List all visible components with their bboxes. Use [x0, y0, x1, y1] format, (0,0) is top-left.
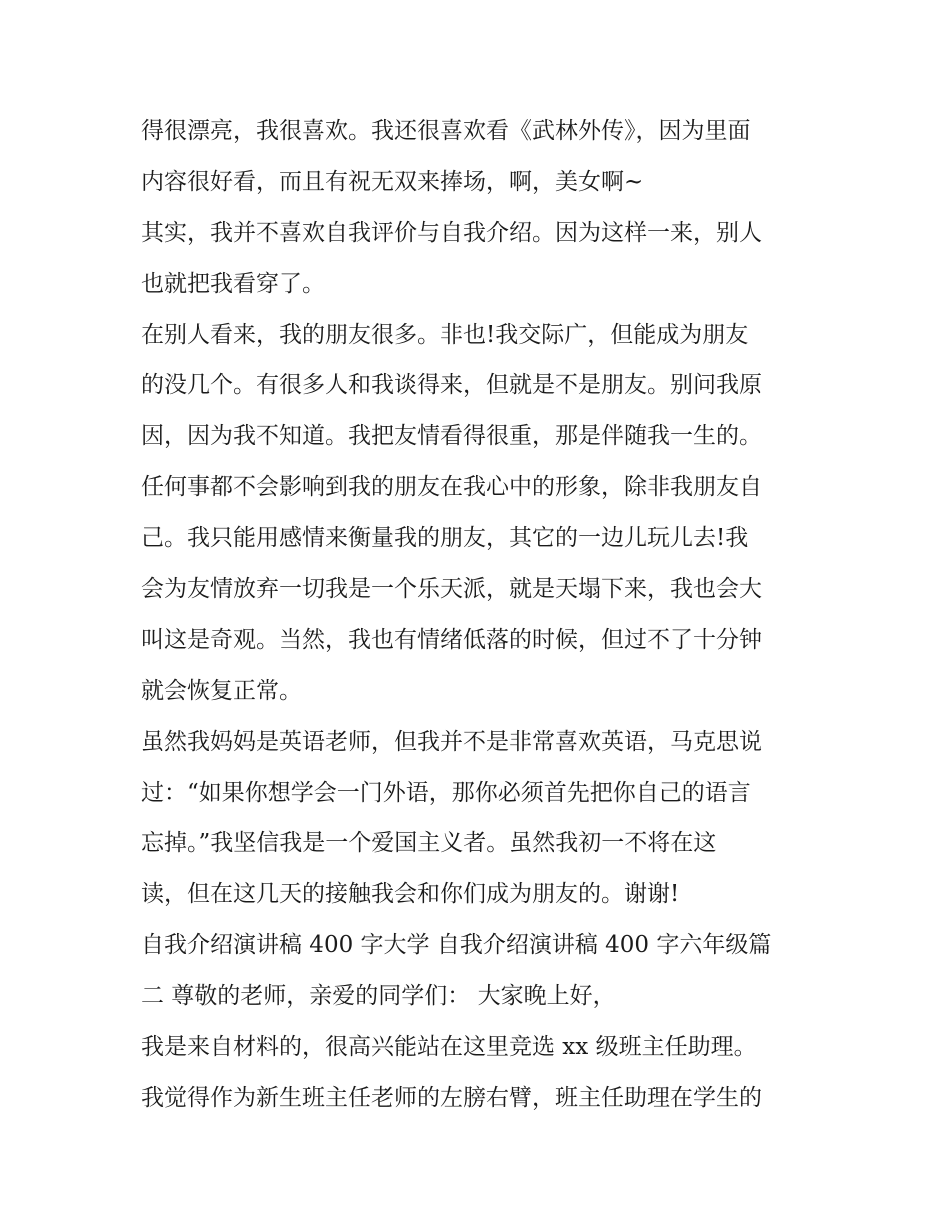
- text-line: 内容很好看，而且有祝无双来捧场，啊，美女啊~: [141, 168, 644, 195]
- text-line: 忘掉。”我坚信我是一个爱国主义者。虽然我初一不将在这: [141, 830, 717, 857]
- text-line: 己。我只能用感情来衡量我的朋友，其它的一边儿玩儿去!我: [141, 525, 749, 552]
- text-line: 我觉得作为新生班主任老师的左膀右臂，班主任助理在学生的: [141, 1084, 762, 1111]
- text-line: 二 尊敬的老师，亲爱的同学们： 大家晚上好，: [141, 983, 616, 1010]
- text-line: 任何事都不会影响到我的朋友在我心中的形象，除非我朋友自: [141, 474, 762, 501]
- text-line: 其实，我并不喜欢自我评价与自我介绍。因为这样一来，别人: [141, 219, 762, 246]
- body-text: [141, 106, 831, 1124]
- text-line: 的没几个。有很多人和我谈得来，但就是不是朋友。别问我原: [141, 372, 762, 399]
- text-line: 叫这是奇观。当然，我也有情绪低落的时候，但过不了十分钟: [141, 626, 762, 653]
- text-line: 虽然我妈妈是英语老师，但我并不是非常喜欢英语，马克思说: [141, 728, 762, 755]
- text-line: 就会恢复正常。: [141, 677, 302, 704]
- text-line: 读，但在这几天的接触我会和你们成为朋友的。谢谢!: [141, 881, 680, 908]
- text-line: 会为友情放弃一切我是一个乐天派，就是天塌下来，我也会大: [141, 576, 762, 603]
- text-line: 因，因为我不知道。我把友情看得很重，那是伴随我一生的。: [141, 423, 762, 450]
- text-line: 得很漂亮，我很喜欢。我还很喜欢看《武林外传》，因为里面: [141, 118, 751, 144]
- text-line: 也就把我看穿了。: [141, 270, 325, 297]
- text-line: 过：“如果你想学会一门外语，那你必须首先把你自己的语言: [141, 779, 751, 806]
- text-line: 自我介绍演讲稿 400 字大学 自我介绍演讲稿 400 字六年级篇: [141, 932, 772, 959]
- text-line: 在别人看来，我的朋友很多。非也!我交际广，但能成为朋友: [141, 321, 749, 348]
- text-line: 我是来自材料的，很高兴能站在这里竞选 xx 级班主任助理。: [141, 1034, 757, 1061]
